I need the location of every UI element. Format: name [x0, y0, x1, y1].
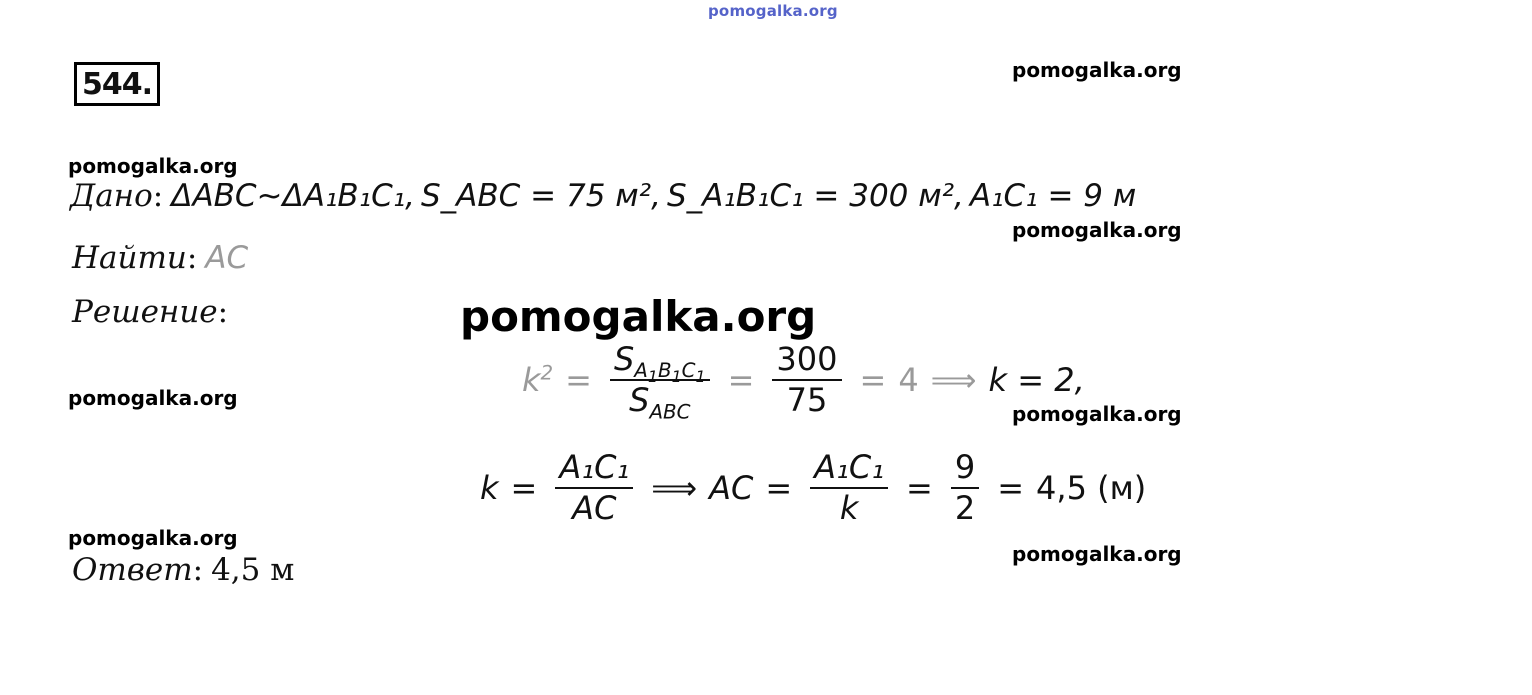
find-line	[72, 240, 248, 276]
watermark: pomogalka.org	[1012, 218, 1182, 242]
watermark-top: pomogalka.org	[708, 2, 838, 20]
given-area-a1b1c1: S_A₁B₁C₁ = 300 м²,	[666, 178, 964, 214]
given-label: Дано	[70, 178, 153, 214]
eq2-fraction-3: $\frac{9}{2}$	[951, 450, 979, 526]
given-area-abc: S_ABC = 75 м²,	[421, 178, 661, 214]
eq1-k-result: k = 2,	[988, 361, 1085, 400]
watermark: pomogalka.org	[1012, 58, 1182, 82]
watermark: pomogalka.org	[1012, 402, 1182, 426]
find-label: Найти	[72, 240, 187, 276]
eq1-k: $k^2$	[522, 361, 554, 400]
eq2-result: 4,5 (м)	[1036, 469, 1147, 508]
watermark: pomogalka.org	[68, 154, 238, 178]
eq1-result: 4	[898, 361, 919, 400]
solution-line	[72, 294, 228, 330]
eq2-fraction-2: $\frac{\text{A₁C₁}}{k}$	[810, 450, 888, 526]
problem-number: 544.	[74, 62, 160, 106]
answer-value: 4,5 м	[211, 552, 295, 588]
watermark: pomogalka.org	[68, 526, 238, 550]
eq1-value-fraction: $\frac{300}{75}$	[772, 342, 841, 418]
given-colon: :	[152, 178, 164, 214]
eq2-fraction-1: $\frac{\text{A₁C₁}}{AC}$	[555, 450, 633, 526]
eq2-ac: AC	[709, 469, 754, 508]
equation-ratio: $k^2$ = $\frac{S_{A_1B_1C_1}}{S_{ABC}}$ = $\frac{300}{75}$ = 4 ⟹ k = 2,	[522, 340, 1085, 424]
watermark-large: pomogalka.org	[460, 292, 817, 341]
given-line	[70, 178, 1136, 214]
answer-label: Ответ	[72, 552, 193, 588]
find-colon: :	[186, 240, 198, 276]
answer-line	[72, 552, 294, 588]
answer-colon: :	[192, 552, 204, 588]
equation-side: k = $\frac{\text{A₁C₁}}{AC}$ ⟹ AC = $\frac{\text{A₁C₁}}{k}$ = $\frac{9}{2}$ = 4,5 (м)	[480, 448, 1147, 528]
given-side: A₁C₁ = 9 м	[969, 178, 1137, 214]
watermark: pomogalka.org	[1012, 542, 1182, 566]
eq1-area-fraction: $\frac{S_{A_1B_1C_1}}{S_{ABC}}$	[610, 342, 710, 419]
solution-colon: :	[217, 294, 229, 330]
find-value: AC	[205, 240, 249, 276]
solution-label: Решение	[72, 294, 218, 330]
given-similarity: ΔABC~ΔA₁B₁C₁,	[171, 178, 415, 214]
eq2-k: k	[480, 469, 499, 508]
watermark: pomogalka.org	[68, 386, 238, 410]
